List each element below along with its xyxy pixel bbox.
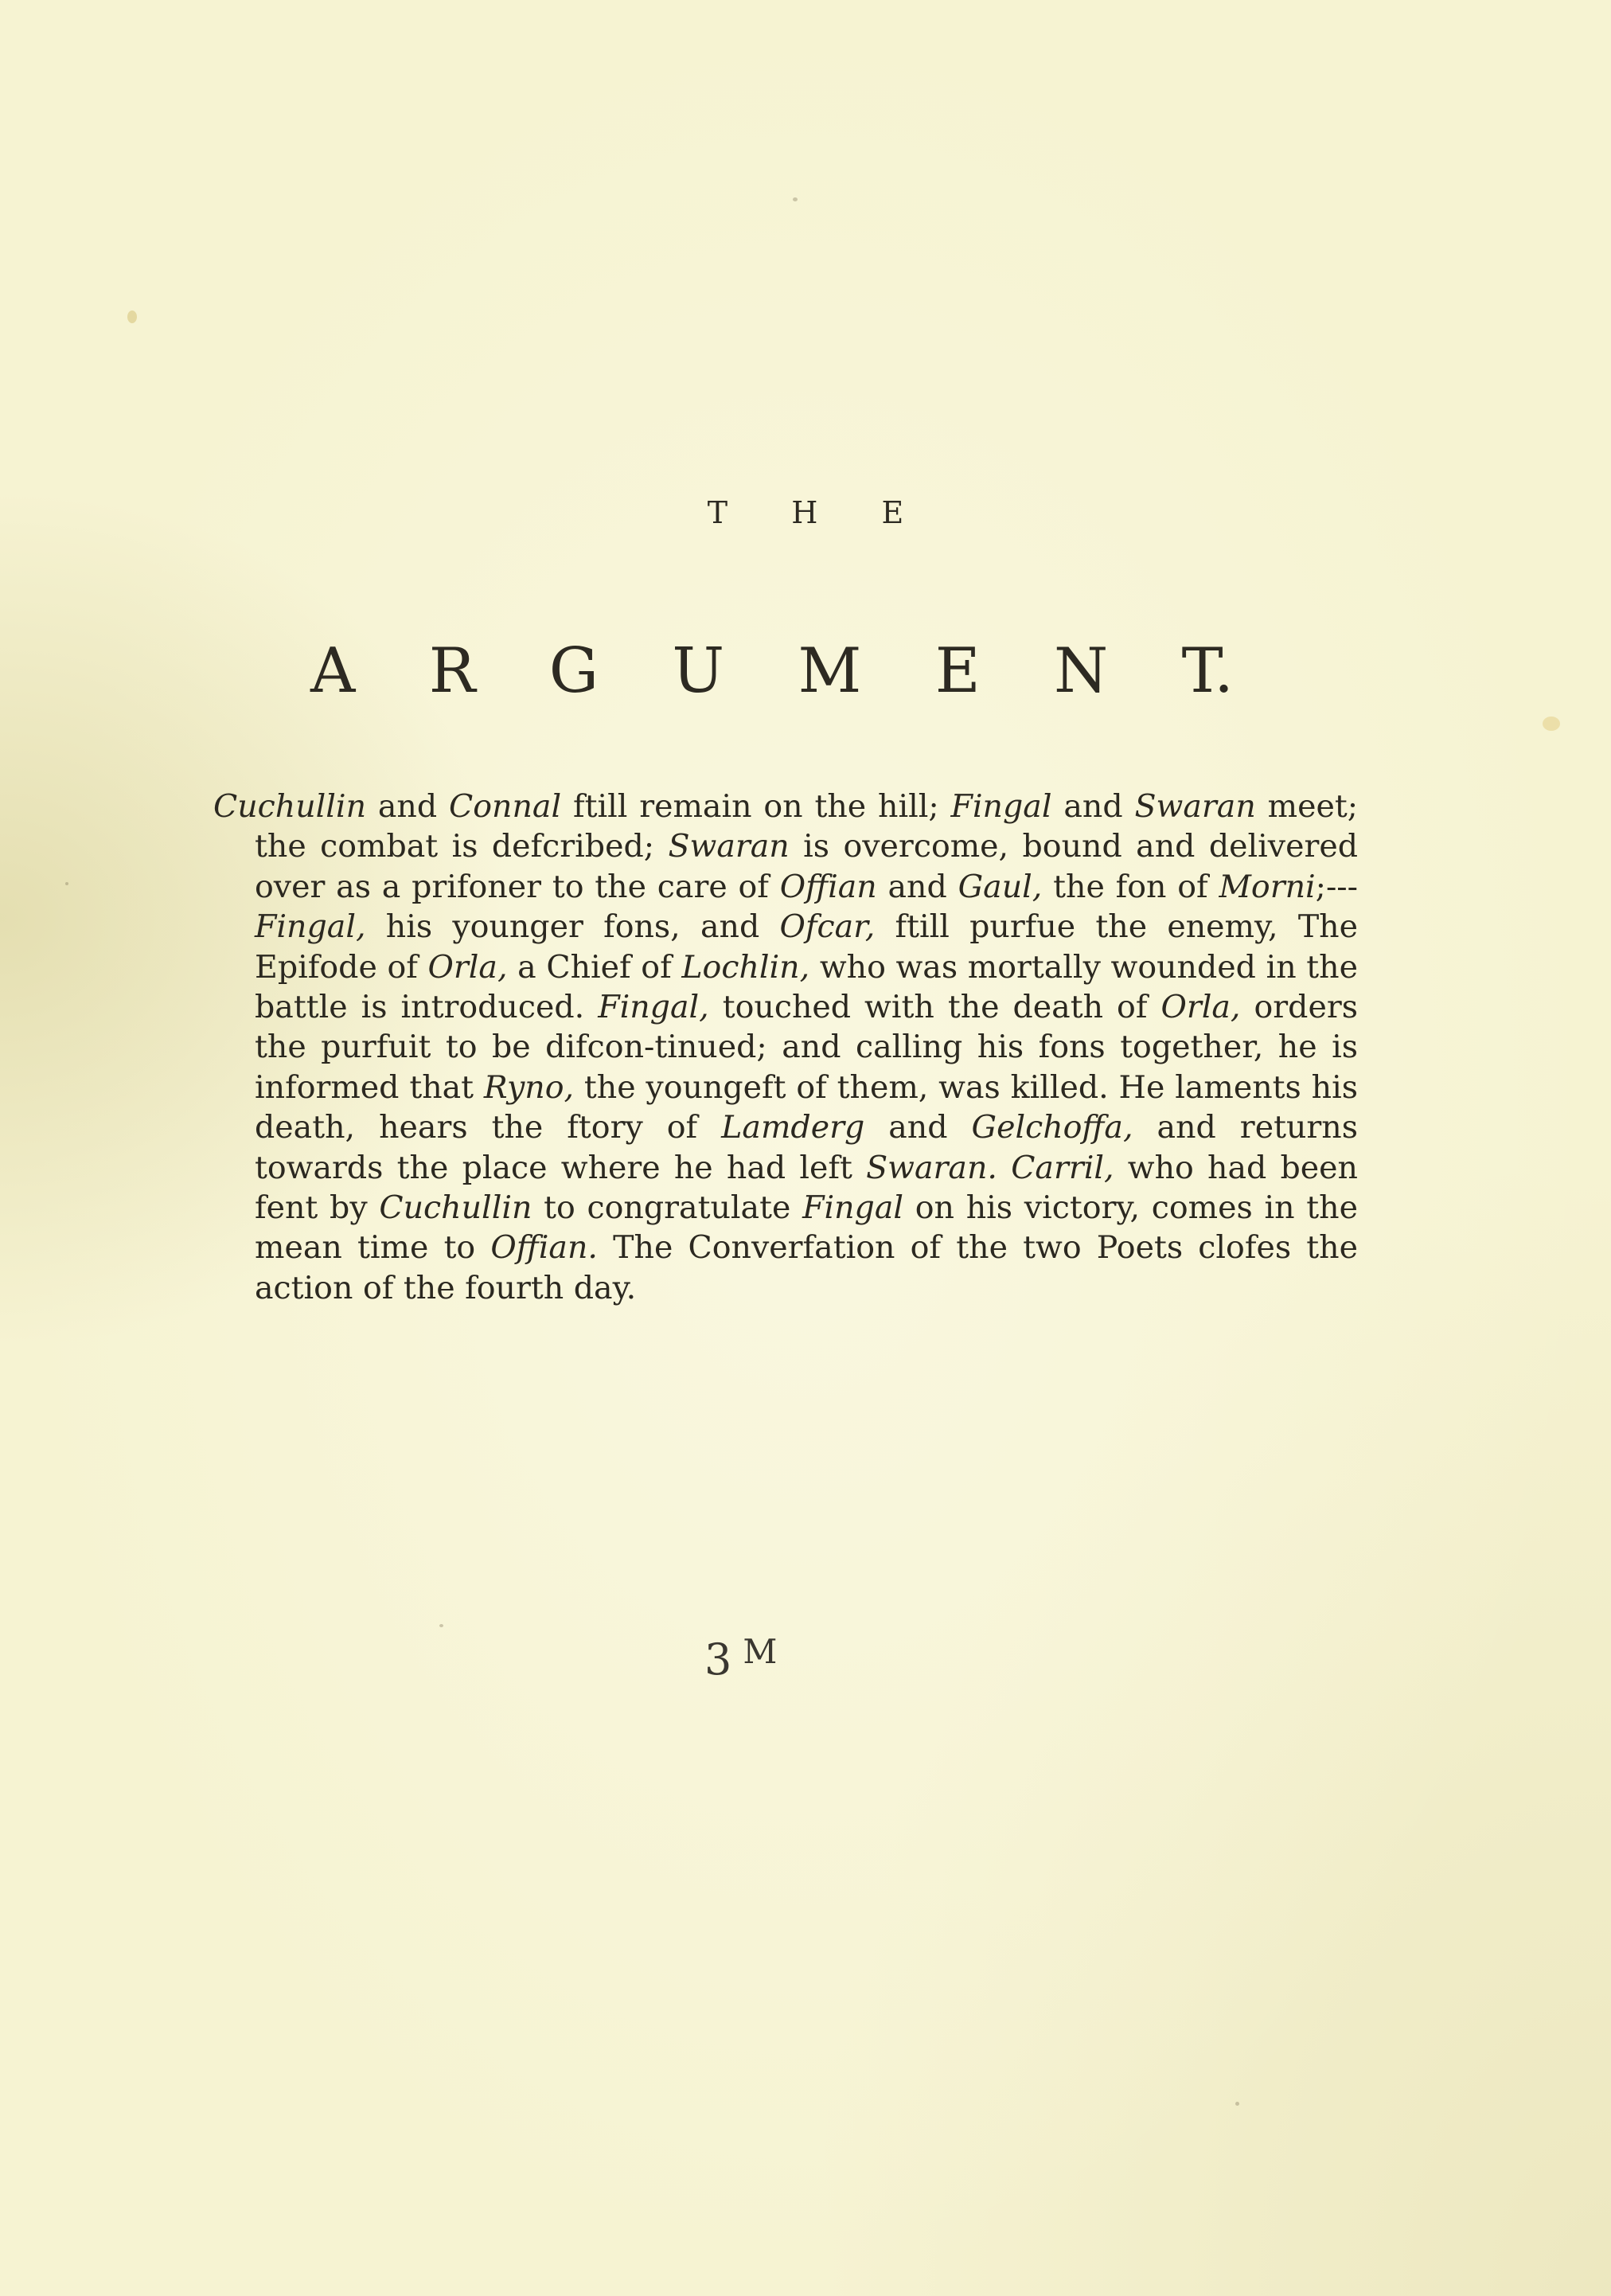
italic-name-run: Orla, (427, 948, 508, 986)
italic-name-run: Ofcar, (779, 908, 876, 946)
text-run: his younger fons, and (365, 908, 780, 946)
text-run: the youngeft of them, was killed. He laments his death, hears the ftory of (255, 1068, 1358, 1146)
italic-name-run: Gelchoffa, (971, 1109, 1133, 1146)
italic-name-run: Fingal, (598, 989, 709, 1026)
italic-name-run: Fingal (802, 1189, 904, 1227)
text-run: The Converfation of the two Poets clofes the action of the fourth day. (255, 1229, 1358, 1306)
text-run: to congratulate (532, 1189, 803, 1227)
text-run: touched with the death of (708, 989, 1161, 1026)
heading-letter: T. (1181, 635, 1234, 707)
italic-name-run: Offian. (490, 1229, 598, 1267)
text-run: who had been fent by (255, 1149, 1358, 1227)
text-run: ftill purfue the enemy, The Epifode of (255, 908, 1358, 986)
heading-letter: E (934, 635, 981, 707)
italic-name-run: Morni (1219, 868, 1316, 905)
paper-speck (1235, 2102, 1239, 2106)
argument-paragraph (213, 787, 1358, 1308)
text-run: and (366, 788, 450, 825)
heading-letter: U (672, 635, 725, 707)
text-run: and (1051, 788, 1135, 825)
heading-letter: G (548, 635, 599, 707)
text-run: on his victory, comes in the mean time to (255, 1189, 1358, 1267)
text-run: and (864, 1109, 972, 1146)
text-run: orders the purfuit to be difcon-tinued; and calling his fons together, he is informed that (255, 989, 1358, 1106)
text-run: ftill remain on the hill; (561, 788, 951, 825)
text-run: meet; the combat is defcribed; (255, 788, 1359, 865)
paper-speck (439, 1624, 443, 1627)
text-run: a Chief of (507, 948, 682, 986)
paper-speck (1543, 717, 1560, 731)
italic-name-run: Carril, (1011, 1149, 1114, 1186)
signature-letter: M (743, 1632, 778, 1671)
italic-name-run: Orla, (1160, 989, 1241, 1026)
signature-number: 3 (704, 1634, 732, 1685)
text-run: the fon of (1042, 868, 1219, 905)
italic-name-run: Gaul, (958, 868, 1043, 905)
italic-name-run: Cuchullin (213, 788, 367, 825)
paper-speck (793, 197, 798, 201)
text-run (997, 1150, 1011, 1186)
italic-name-run: Connal (449, 788, 562, 825)
italic-name-run: Offian (779, 868, 877, 905)
heading-letter: M (798, 635, 862, 707)
italic-name-run: Swaran (1134, 788, 1256, 825)
italic-name-run: Fingal, (255, 908, 366, 946)
italic-name-run: Ryno, (483, 1068, 575, 1106)
italic-name-run: Swaran (668, 828, 790, 865)
heading-letter: A (310, 635, 356, 707)
text-run: and (876, 868, 958, 905)
text-run: ;--- (1315, 868, 1359, 905)
paper-speck (65, 882, 68, 885)
argument-heading (310, 635, 1234, 707)
text-run: and returns towards the place where he had left (255, 1109, 1358, 1186)
text-run: is overcome, bound and delivered over as a prifoner to the care of (255, 828, 1358, 905)
the-label: T H E (707, 495, 931, 530)
italic-name-run: Swaran. (866, 1149, 997, 1186)
italic-name-run: Fingal (950, 788, 1052, 825)
signature-mark (704, 1632, 777, 1685)
italic-name-run: Lochlin, (681, 948, 810, 986)
italic-name-run: Cuchullin (379, 1189, 532, 1227)
heading-letter: R (428, 635, 476, 707)
paper-speck (127, 310, 137, 323)
text-run: who was mortally wounded in the battle is introduced. (255, 948, 1358, 1026)
heading-letter: N (1054, 635, 1109, 707)
italic-name-run: Lamderg (721, 1109, 865, 1146)
